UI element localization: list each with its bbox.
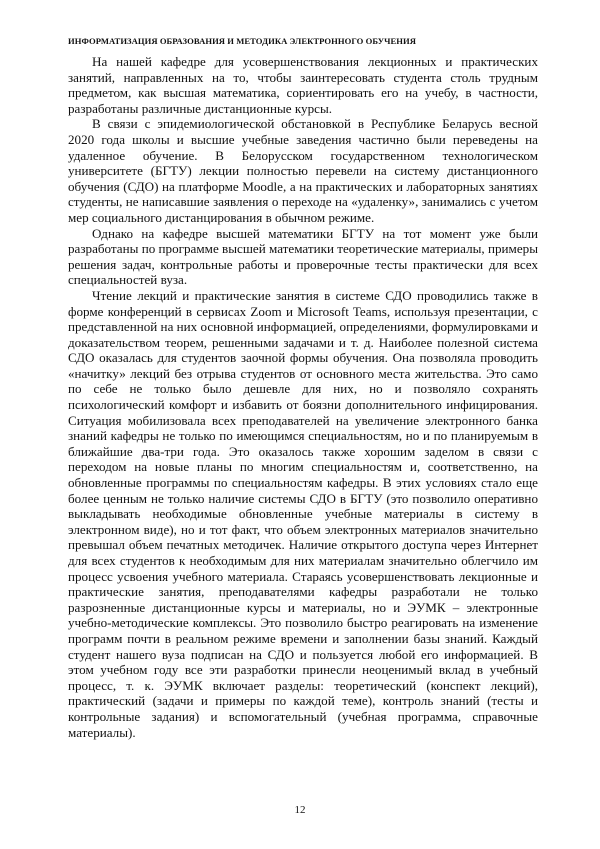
paragraph-4: Чтение лекций и практические занятия в системе СДО проводились также в форме конференций в сервисах Zoom и Microsoft Teams, используя презентации, с представленной на них основной информацией, определениями, формулировками и доказательством теорем, решенными задачами и т. д. Наиболее полезной система СДО оказалась для студентов заочной формы обучения. Она позволяла проводить «начитку» лекций без отрыва студентов от основного места жительства. Это само по себе не только было дешевле для них, но и позволяло сохранять психологический комфорт и избавить от боязни дополнительного инфицирования. Ситуация мобилизовала всех преподавателей на увеличение электронного банка знаний кафедры не только по имеющимся специальностям, но и по планируемым в ближайшие два-три года. Это оказалось также хорошим заделом в связи с переходом на новые планы по многим специальностям и, соответственно, на обновленные программы по специальностям кафедры. В этих условиях стало еще более ценным не только наличие системы СДО в БГТУ (это позволило оперативно выкладывать необходимые обновленные учебные материалы в систему в электронном виде), но и тот факт, что объем электронных материалов значительно превышал объем печатных методичек. Наличие открытого доступа через Интернет для всех студентов к необходимым для них материалам значительно облегчило им процесс усвоения учебного материала. Стараясь усовершенствовать лекционные и практические занятия, преподавателями кафедры разработали не только разрозненные дистанционные курсы и материалы, но и ЭУМК – электронные учебно-методические комплексы. Это позволило быстро реагировать на изменение программ почти в реальном режиме времени и заполнении базы знаний. Каждый студент нашего вуза подписан на СДО и пользуется любой его информацией. В этом учебном году все эти разработки принесли неоценимый вклад в учебный процесс, т. к. ЭУМК включает разделы: теоретический (конспект лекций), практический (задачи и примеры по каждой теме), контроль знаний (тесты и контрольные задания) и вспомогательный (учебная программа, справочные материалы). [68,287,538,740]
paragraph-2: В связи с эпидемиологической обстановкой в Республике Беларусь весной 2020 года школы и высшие учебные заведения частично были переведены на удаленное обучение. В Белорусском государственном технологическом университете (БГТУ) лекции полностью перевели на систему дистанционного обучения (СДО) на платформе Moodle, а на практических и лабораторных занятиях студенты, не написавшие заявления о переходе на «удаленку», занимались с учетом мер социального дистанцирования в обычном режиме. [68,116,538,225]
running-header: ИНФОРМАТИЗАЦИЯ ОБРАЗОВАНИЯ И МЕТОДИКА ЭЛЕКТРОННОГО ОБУЧЕНИЯ [68,36,416,46]
body-text [68,54,538,740]
paragraph-1: На нашей кафедре для усовершенствования лекционных и практических занятий, направленных на то, чтобы заинтересовать студента столь трудным предметом, как высшая математика, сориентировать его на учебу, в частности, разработаны различные дистанционные курсы. [68,54,538,116]
paragraph-3: Однако на кафедре высшей математики БГТУ на тот момент уже были разработаны по программе высшей математики теоретические материалы, примеры решения задач, контрольные работы и проверочные тесты практически для всех специальностей вуза. [68,225,538,288]
page-number: 12 [294,804,306,816]
